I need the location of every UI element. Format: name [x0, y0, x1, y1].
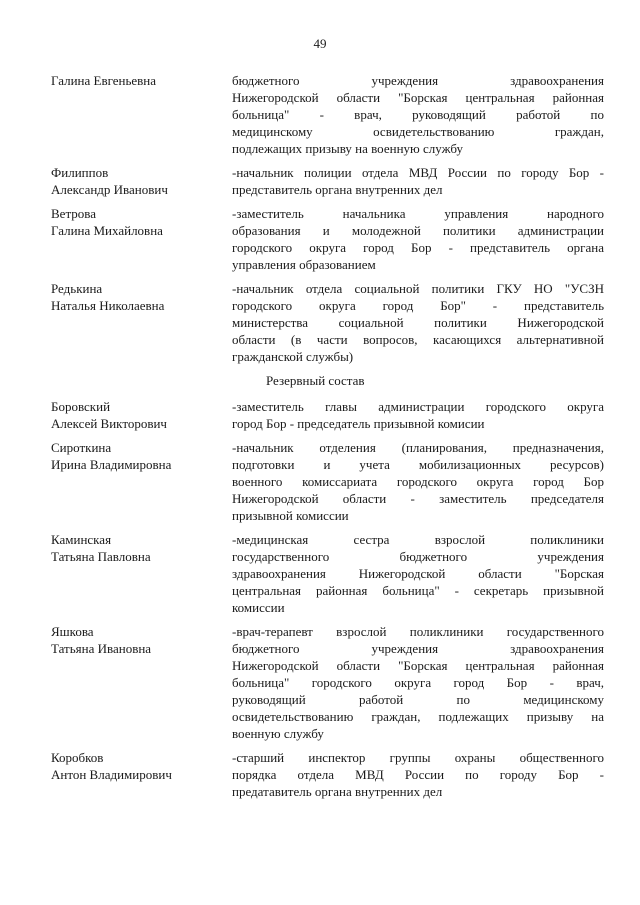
member-name-line: Коробков: [51, 750, 104, 765]
member-role-line: комиссии: [232, 600, 285, 615]
member-role-line: Нижегородской области - заместитель председателя: [232, 491, 604, 506]
member-name: [51, 531, 232, 616]
member-role: [232, 280, 604, 365]
member-role-line: -заместитель главы администрации городского округа: [232, 399, 604, 414]
member-role-line: больница" городского округа город Бор - врач,: [232, 675, 604, 690]
member-name-line: Каминская: [51, 532, 112, 547]
member-role-line: подготовки и учета мобилизационных ресурсов): [232, 457, 604, 472]
member-role-line: управления образованием: [232, 257, 376, 272]
member-name: [51, 280, 232, 365]
member-role-line: руководящий работой по медицинскому: [232, 692, 604, 707]
member-name-line: Ирина Владимировна: [51, 457, 172, 472]
reserve-members-list: [51, 398, 604, 800]
member-role-line: представитель органа внутренних дел: [232, 182, 443, 197]
member-role: [232, 623, 604, 742]
member-role-line: государственного бюджетного учреждения: [232, 549, 604, 564]
member-role-line: области (в части вопросов, касающихся альтернативной: [232, 332, 604, 347]
main-members-list: [51, 72, 604, 365]
member-role-line: здравоохранения Нижегородской области "Борская: [232, 566, 604, 581]
member-name: [51, 72, 232, 157]
member-name-line: Татьяна Павловна: [51, 549, 151, 564]
member-name: [51, 439, 232, 524]
member-role: [232, 398, 604, 432]
member-entry: [51, 205, 604, 273]
member-name: [51, 749, 232, 800]
member-entry: [51, 531, 604, 616]
member-name-line: Антон Владимирович: [51, 767, 172, 782]
member-role-line: городского округа город Бор" - представитель: [232, 298, 604, 313]
member-name-line: Боровский: [51, 399, 111, 414]
member-role-line: -начальник отделения (планирования, предназначения,: [232, 440, 604, 455]
member-role-line: -старший инспектор группы охраны общественного: [232, 750, 604, 765]
member-entry: [51, 749, 604, 800]
member-role-line: центральная районная больница" - секретарь призывной: [232, 583, 604, 598]
member-role-line: бюджетного учреждения здравоохранения: [232, 73, 604, 88]
member-role-line: -начальник полиции отдела МВД России по городу Бор -: [232, 165, 604, 180]
member-name-line: Ветрова: [51, 206, 97, 221]
reserve-section-heading: Резервный состав: [266, 373, 365, 388]
member-role: [232, 749, 604, 800]
member-role-line: городского округа город Бор - представитель органа: [232, 240, 604, 255]
member-role-line: призывной комиссии: [232, 508, 349, 523]
member-role-line: больница" - врач, руководящий работой по: [232, 107, 604, 122]
member-entry: [51, 72, 604, 157]
member-role-line: подлежащих призыву на военную службу: [232, 141, 463, 156]
member-role-line: -медицинская сестра взрослой поликлиники: [232, 532, 604, 547]
member-role-line: порядка отдела МВД России по городу Бор -: [232, 767, 604, 782]
member-name-line: Сироткина: [51, 440, 112, 455]
member-name: [51, 398, 232, 432]
member-role-line: освидетельствованию граждан, подлежащих призыву на: [232, 709, 604, 724]
member-role-line: -заместитель начальника управления народного: [232, 206, 604, 221]
member-role-line: Нижегородской области "Борская центральная районная: [232, 90, 604, 105]
member-role: [232, 205, 604, 273]
member-entry: [51, 439, 604, 524]
member-role-line: медицинскому освидетельствованию граждан,: [232, 124, 604, 139]
member-role-line: образования и молодежной политики администрации: [232, 223, 604, 238]
member-entry: [51, 398, 604, 432]
member-name: [51, 164, 232, 198]
member-name-line: Наталья Николаевна: [51, 298, 165, 313]
member-name-line: Яшкова: [51, 624, 94, 639]
member-name: [51, 623, 232, 742]
member-role: [232, 164, 604, 198]
member-name-line: Филиппов: [51, 165, 109, 180]
member-entry: [51, 280, 604, 365]
member-role-line: бюджетного учреждения здравоохранения: [232, 641, 604, 656]
member-role-line: военную службу: [232, 726, 324, 741]
member-role-line: город Бор - председатель призывной комисии: [232, 416, 485, 431]
page-number: 49: [313, 36, 327, 51]
member-role-line: -врач-терапевт взрослой поликлиники государственного: [232, 624, 604, 639]
member-entry: [51, 164, 604, 198]
member-role-line: военного комиссариата городского округа город Бор: [232, 474, 604, 489]
commission-list: [51, 72, 604, 807]
member-name-line: Редькина: [51, 281, 103, 296]
member-role-line: министерства социальной политики Нижегородской: [232, 315, 604, 330]
member-role: [232, 439, 604, 524]
member-name: [51, 205, 232, 273]
member-role: [232, 531, 604, 616]
member-name-line: Татьяна Ивановна: [51, 641, 152, 656]
member-role-line: гражданской службы): [232, 349, 354, 364]
member-name-line: Алексей Викторович: [51, 416, 167, 431]
member-role: [232, 72, 604, 157]
member-name-line: Галина Евгеньевна: [51, 73, 157, 88]
member-role-line: предатавитель органа внутренних дел: [232, 784, 443, 799]
member-name-line: Галина Михайловна: [51, 223, 163, 238]
member-name-line: Александр Иванович: [51, 182, 168, 197]
member-entry: [51, 623, 604, 742]
member-role-line: Нижегородской области "Борская центральная районная: [232, 658, 604, 673]
member-role-line: -начальник отдела социальной политики ГКУ НО "УСЗН: [232, 281, 604, 296]
